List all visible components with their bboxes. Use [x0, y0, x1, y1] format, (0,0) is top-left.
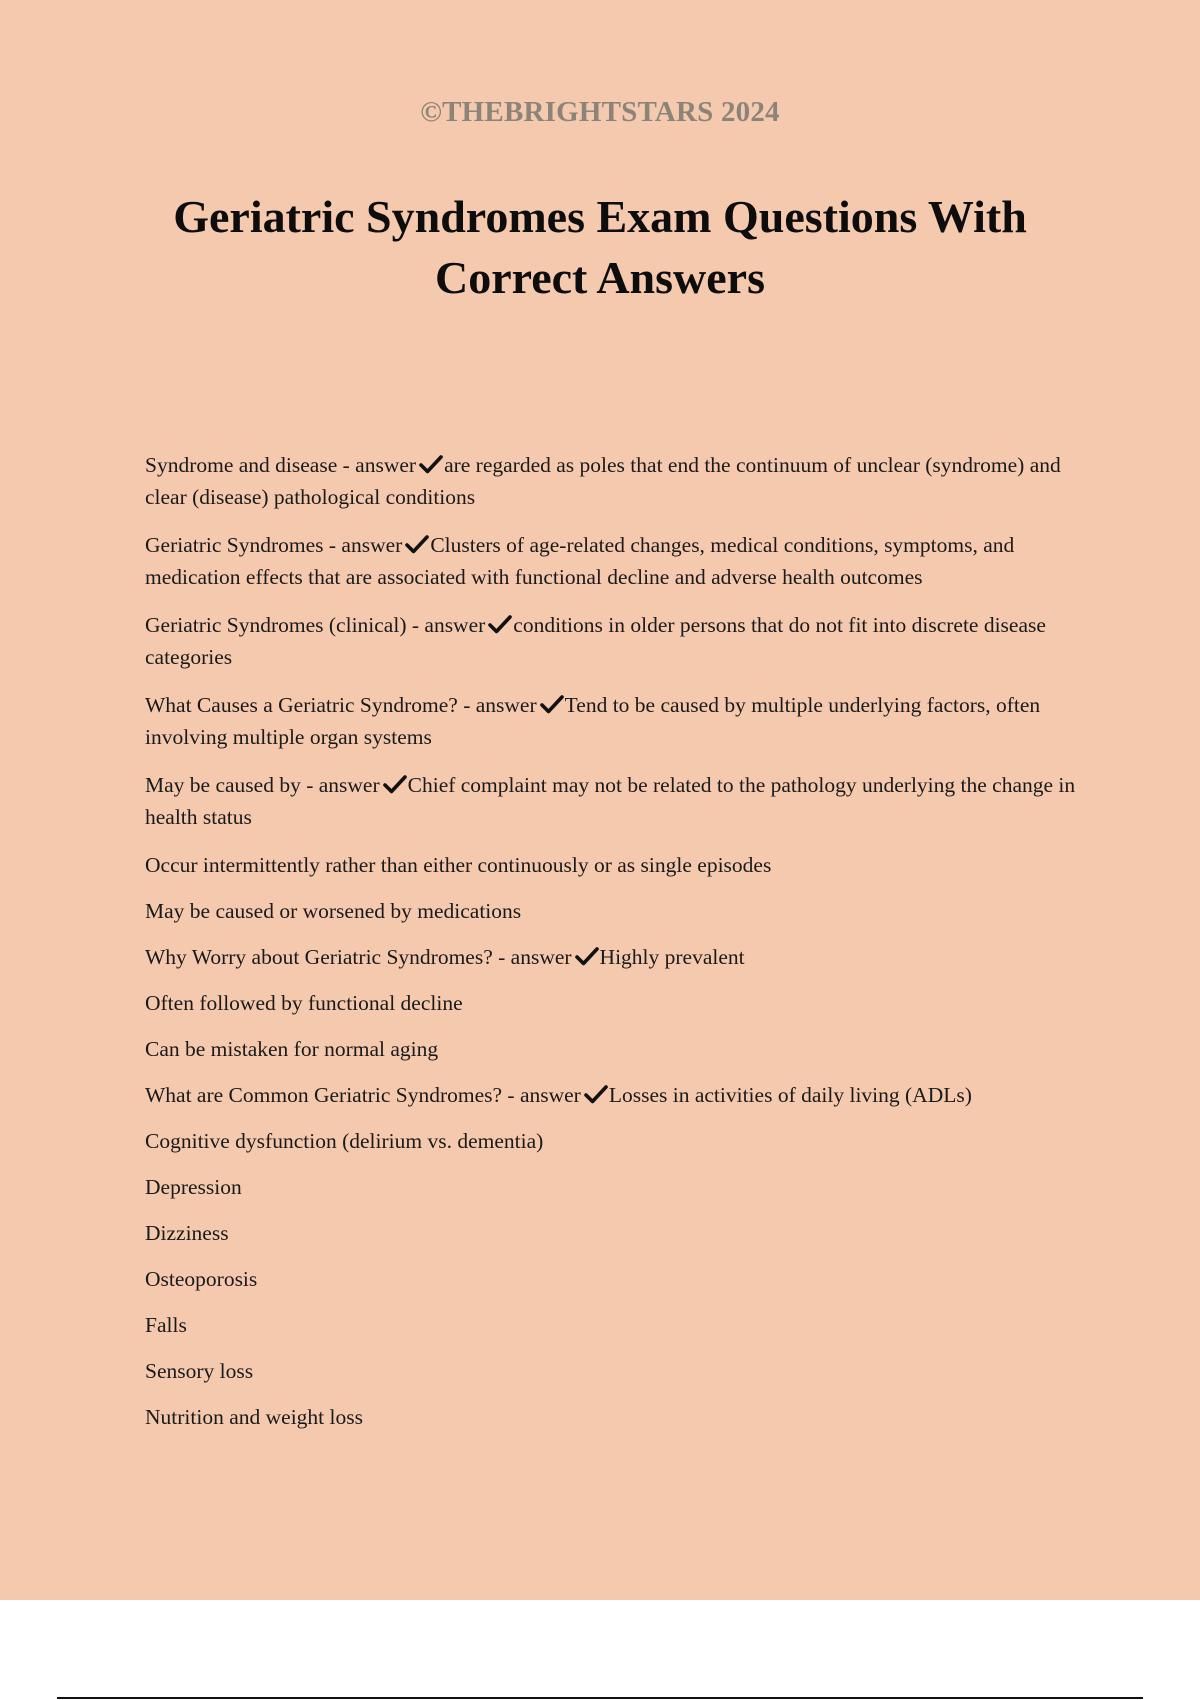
list-item: Occur intermittently rather than either continuously or as single episodes: [145, 853, 772, 877]
question-text: Geriatric Syndromes - answer: [145, 533, 403, 557]
list-item: May be caused or worsened by medications: [145, 899, 522, 923]
qa-item: [145, 529, 1090, 593]
qa-item: [145, 769, 1090, 833]
checkmark-icon: [540, 694, 564, 714]
answer-text: Highly prevalent: [599, 945, 745, 969]
checkmark-icon: [584, 1084, 608, 1104]
list-item: Sensory loss: [145, 1359, 254, 1383]
checkmark-icon: [405, 534, 429, 554]
list-item: Nutrition and weight loss: [145, 1405, 363, 1429]
question-text: May be caused by - answer: [145, 773, 380, 797]
list-item: Depression: [145, 1175, 242, 1199]
question-text: Why Worry about Geriatric Syndromes? - answer: [145, 945, 572, 969]
copyright-watermark: ©THEBRIGHTSTARS 2024: [420, 96, 780, 128]
answer-text: conditions in older persons that do not fit into discrete disease categories: [145, 613, 1046, 669]
qa-item: [145, 941, 1090, 973]
qa-item: [145, 1079, 1090, 1111]
question-text: Geriatric Syndromes (clinical) - answer: [145, 613, 486, 637]
qa-list: [145, 449, 1090, 1447]
answer-text: Losses in activities of daily living (ADLs): [608, 1083, 972, 1107]
answer-text: are regarded as poles that end the continuum of unclear (syndrome) and clear (disease) pathological conditions: [145, 453, 1061, 509]
question-text: What Causes a Geriatric Syndrome? - answer: [145, 693, 537, 717]
answer-text: Chief complaint may not be related to the pathology underlying the change in health status: [145, 773, 1076, 829]
list-item: Cognitive dysfunction (delirium vs. dementia): [145, 1129, 544, 1153]
list-item: Falls: [145, 1313, 187, 1337]
list-item: Dizziness: [145, 1221, 229, 1245]
answer-text: Clusters of age-related changes, medical conditions, symptoms, and medication effects that are associated with functional decline and adverse health outcomes: [145, 533, 1015, 589]
list-item: Often followed by functional decline: [145, 991, 463, 1015]
qa-item: [145, 609, 1090, 673]
checkmark-icon: [419, 454, 443, 474]
checkmark-icon: [383, 774, 407, 794]
list-item: Osteoporosis: [145, 1267, 258, 1291]
answer-text: Tend to be caused by multiple underlying factors, often involving multiple organ systems: [145, 693, 1041, 749]
list-item: Can be mistaken for normal aging: [145, 1037, 439, 1061]
checkmark-icon: [488, 614, 512, 634]
qa-item: [145, 449, 1090, 513]
footer-divider: [57, 1697, 1143, 1699]
qa-item: [145, 689, 1090, 753]
question-text: Syndrome and disease - answer: [145, 453, 417, 477]
question-text: What are Common Geriatric Syndromes? - answer: [145, 1083, 581, 1107]
checkmark-icon: [575, 946, 599, 966]
page-title: Geriatric Syndromes Exam Questions With Correct Answers: [173, 191, 1027, 303]
